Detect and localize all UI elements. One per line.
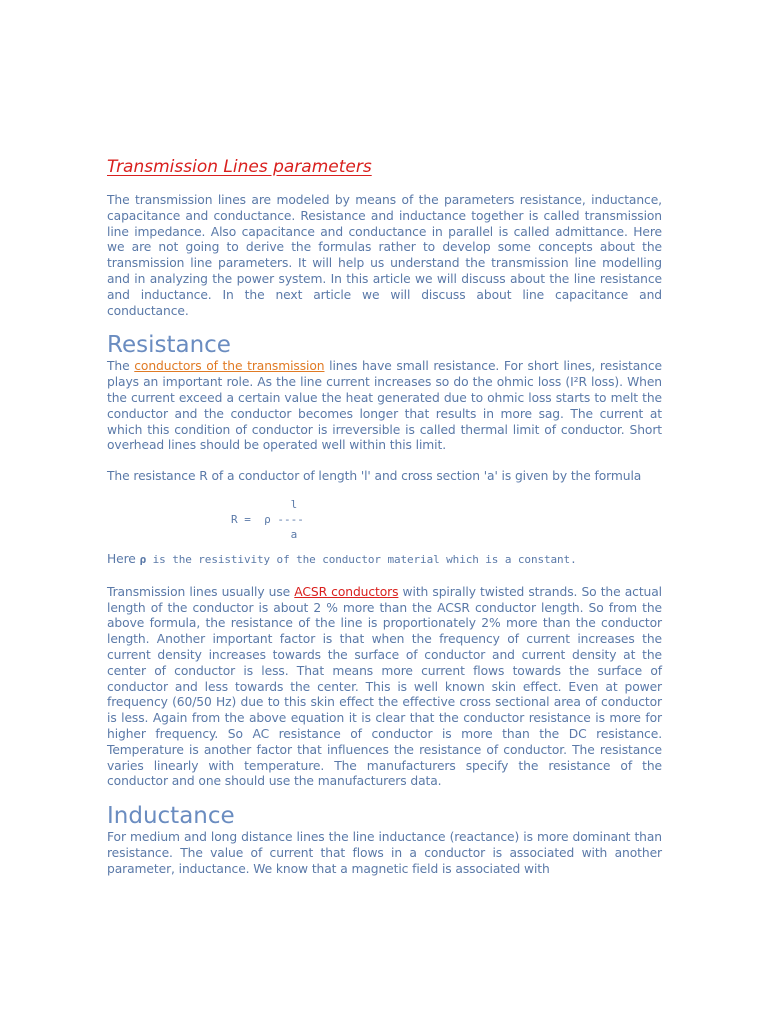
resistivity-note-text: is the resistivity of the conductor material which is a constant. [146, 552, 577, 566]
acsr-conductors-link[interactable]: ACSR conductors [294, 584, 399, 599]
inductance-heading: Inductance [107, 803, 235, 830]
resistance-p3-text-after: with spirally twisted strands. So the actual length of the conductor is about 2 % more than the ACSR conductor length. So from the above formula, the resistance of the line is proportionately 2% more than the conductor length. Another important factor is that when the frequency of current increases the current density increases towards the surface of conductor and current density at the center of conductor is less. That means more current flows towards the surface of conductor and less towards the center. This is well known skin effect. Even at power frequency (60/50 Hz) due to this skin effect the effective cross sectional area of conductor is less. Again from the above equation it is clear that the conductor resistance is more for higher frequency. So AC resistance of conductor is more than the DC resistance. Temperature is another factor that influences the resistance of conductor. The resistance varies linearly with temperature. The manufacturers specify the resistance of the conductor and one should use the manufacturers data. [107, 584, 662, 789]
resistance-p3-text-before: Transmission lines usually use [107, 584, 295, 599]
inductance-paragraph-1: For medium and long distance lines the line inductance (reactance) is more dominant than resistance. The value of current that flows in a conductor is associated with another parameter, inductance. We know that a magnetic field is associated with [107, 830, 662, 876]
resistance-paragraph-3 [107, 585, 662, 790]
resistance-p1-text-after: lines have small resistance. For short lines, resistance plays an important role. As the line current increases so do the ohmic loss (I²R loss). When the current exceed a certain value the heat generated due to ohmic loss starts to melt the conductor and the conductor becomes longer that results in more sag. The current at which this condition of conductor is irreversible is called thermal limit of conductor. Short overhead lines should be operated well within this limit. [107, 359, 662, 453]
document-page [107, 155, 662, 878]
resistivity-note [107, 552, 662, 568]
resistance-p1-text-before: The [107, 359, 135, 374]
formula-main-line: R = ρ ---- [231, 512, 304, 526]
intro-paragraph: The transmission lines are modeled by means of the parameters resistance, inductance, capacitance and conductance. Resistance and inductance together is called transmission line impedance. Also capacitance and conductance in parallel is called admittance. Here we are not going to derive the formulas rather to develop some concepts about the transmission line parameters. It will help us understand the transmission line modelling and in analyzing the power system. In this article we will discuss about the line resistance and inductance. In the next article we will discuss about line capacitance and conductance. [107, 193, 662, 318]
here-word: Here [107, 551, 140, 566]
page-title: Transmission Lines parameters [107, 157, 372, 177]
resistance-paragraph-2: The resistance R of a conductor of length 'l' and cross section 'a' is given by the formula [107, 469, 642, 484]
conductors-of-transmission-link[interactable]: conductors of the transmission [134, 359, 325, 374]
resistance-formula [231, 497, 662, 542]
formula-numerator: l [231, 497, 298, 511]
formula-denominator: a [231, 527, 298, 541]
rho-symbol: ρ [139, 552, 147, 566]
resistance-heading: Resistance [107, 332, 231, 359]
resistance-paragraph-1 [107, 359, 662, 454]
